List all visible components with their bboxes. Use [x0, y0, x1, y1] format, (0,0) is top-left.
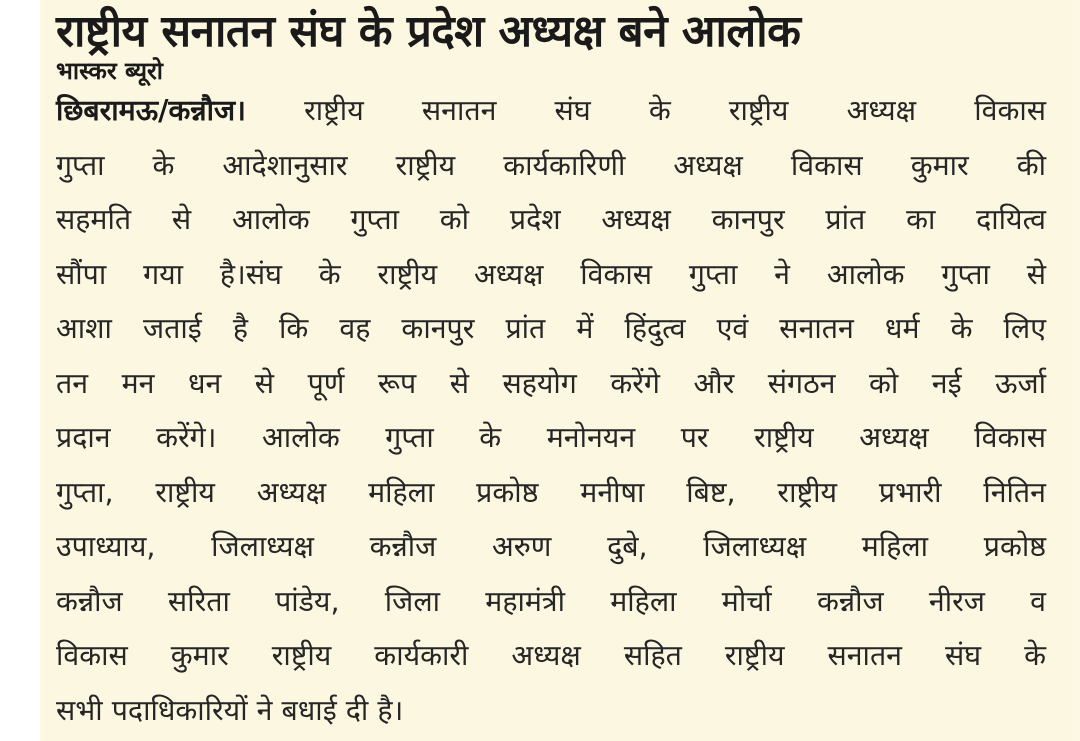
article-line: सौंपा गया है।संघ के राष्ट्रीय अध्यक्ष विकास गुप्ता ने आलोक गुप्ता से: [56, 257, 1046, 291]
article-line: सहमति से आलोक गुप्ता को प्रदेश अध्यक्ष कानपुर प्रांत का दायित्व: [56, 203, 1046, 236]
article-line: आशा जताई है कि वह कानपुर प्रांत में हिंदुत्व एवं सनातन धर्म के लिए: [56, 312, 1046, 345]
article-line: विकास कुमार राष्ट्रीय कार्यकारी अध्यक्ष सहित राष्ट्रीय सनातन संघ के: [56, 639, 1046, 672]
article-line: गुप्ता, राष्ट्रीय अध्यक्ष महिला प्रकोष्ठ मनीषा बिष्ट, राष्ट्रीय प्रभारी नितिन: [56, 475, 1046, 509]
article-line: उपाध्याय, जिलाध्यक्ष कन्नौज अरुण दुबे, जिलाध्यक्ष महिला प्रकोष्ठ: [56, 530, 1046, 563]
article-line: तन मन धन से पूर्ण रूप से सहयोग करेंगे और संगठन को नई ऊर्जा: [56, 366, 1046, 400]
dateline: छिबरामऊ/कन्नौज।: [56, 94, 246, 127]
article-body: [56, 84, 1046, 738]
article-line: सभी पदाधिकारियों ने बधाई दी है।: [56, 693, 404, 727]
byline: भास्कर ब्यूरो: [56, 57, 164, 85]
news-clipping: [42, 0, 1072, 741]
article-line: गुप्ता के आदेशानुसार राष्ट्रीय कार्यकारिणी अध्यक्ष विकास कुमार की: [56, 148, 1046, 182]
article-line: प्रदान करेंगे। आलोक गुप्ता के मनोनयन पर राष्ट्रीय अध्यक्ष विकास: [56, 421, 1046, 454]
article-line: छिबरामऊ/कन्नौज। राष्ट्रीय सनातन संघ के राष्ट्रीय अध्यक्ष विकास: [56, 94, 1046, 127]
article-line: कन्नौज सरिता पांडेय, जिला महामंत्री महिला मोर्चा कन्नौज नीरज व: [56, 584, 1046, 618]
headline: राष्ट्रीय सनातन संघ के प्रदेश अध्यक्ष बने आलोक: [56, 6, 801, 57]
left-margin: [0, 0, 40, 741]
